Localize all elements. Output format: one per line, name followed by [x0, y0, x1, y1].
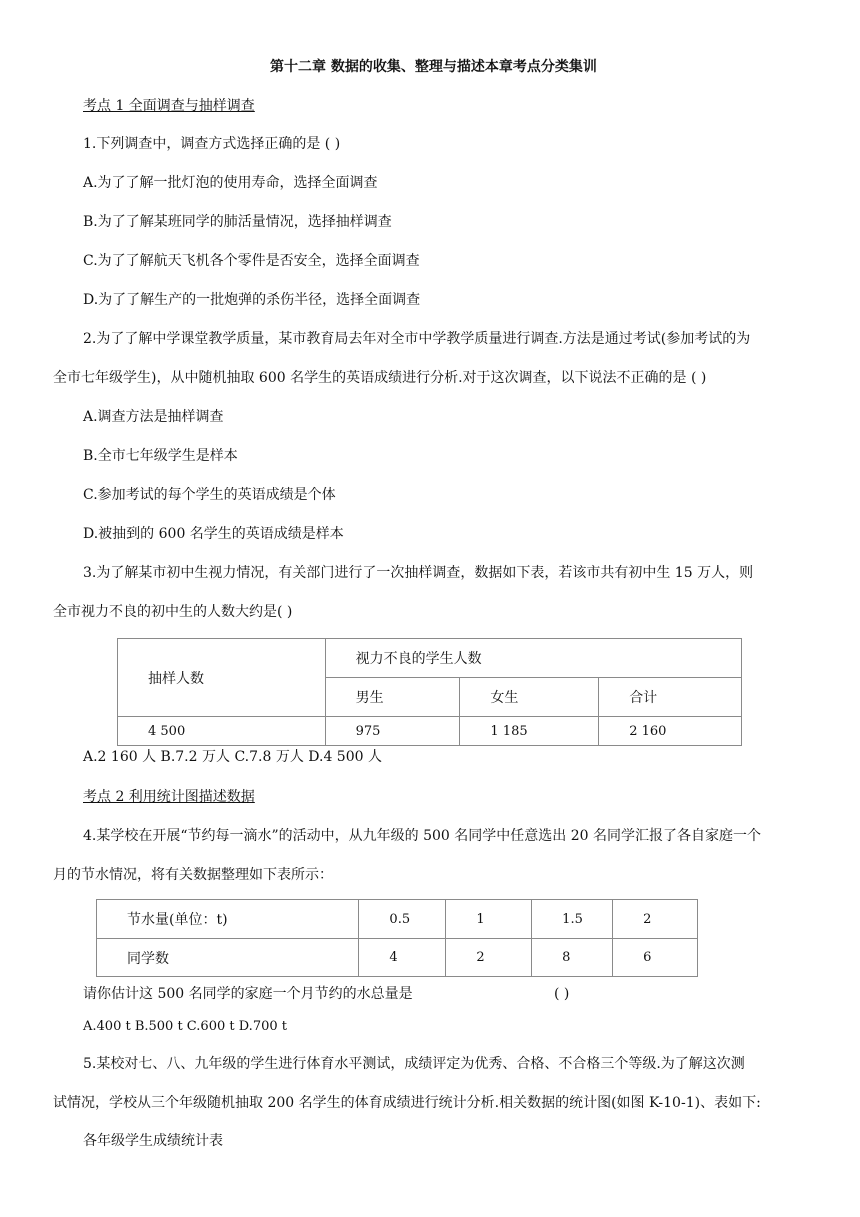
row-header-student-count: 同学数	[97, 939, 359, 977]
cell-water-1: 1	[446, 900, 532, 939]
q3-stem-line2: 全市视力不良的初中生的人数大约是( )	[53, 604, 293, 620]
cell-total: 2 160	[599, 717, 742, 746]
q2-stem-line1: 2.为了了解中学课堂教学质量，某市教育局去年对全市中学教学质量进行调查.方法是通过考试(参加考试的为	[83, 331, 751, 347]
cell-count-3: 6	[613, 939, 698, 977]
q5-stem-line2: 试情况，学校从三个年级随机抽取 200 名学生的体育成绩进行统计分析.相关数据的统计图(如图 K-10-1)、表如下:	[53, 1095, 761, 1111]
page-title: 第十二章 数据的收集、整理与描述本章考点分类集训	[270, 59, 597, 75]
cell-count-1: 2	[446, 939, 532, 977]
q4-options: A.400 t B.500 t C.600 t D.700 t	[83, 1019, 287, 1034]
q4-ask: 请你估计这 500 名同学的家庭一个月节约的水总量是	[83, 986, 413, 1002]
q1-stem: 1.下列调查中，调查方式选择正确的是 ( )	[83, 136, 341, 152]
q2-option-b: B.全市七年级学生是样本	[83, 448, 238, 464]
water-saving-table	[96, 899, 698, 977]
cell-count-2: 8	[532, 939, 613, 977]
q1-option-d: D.为了了解生产的一批炮弹的杀伤半径，选择全面调查	[83, 292, 421, 308]
cell-water-3: 2	[613, 900, 698, 939]
q1-option-b: B.为了了解某班同学的肺活量情况，选择抽样调查	[83, 214, 392, 230]
q3-options: A.2 160 人 B.7.2 万人 C.7.8 万人 D.4 500 人	[83, 749, 382, 765]
cell-sample-count: 4 500	[118, 717, 326, 746]
row-header-water-saved: 节水量(单位：t)	[97, 900, 359, 939]
cell-male: 975	[325, 717, 460, 746]
header-male: 男生	[325, 678, 460, 717]
q1-option-a: A.为了了解一批灯泡的使用寿命，选择全面调查	[83, 175, 378, 191]
cell-water-2: 1.5	[532, 900, 613, 939]
header-poor-vision: 视力不良的学生人数	[325, 639, 741, 678]
header-total: 合计	[599, 678, 742, 717]
header-sample-count: 抽样人数	[118, 639, 326, 717]
vision-survey-table	[117, 638, 742, 746]
section-heading-2: 考点 2 利用统计图描述数据	[83, 789, 255, 805]
q4-stem-line1: 4.某学校在开展“节约每一滴水”的活动中，从九年级的 500 名同学中任意选出 20 名同学汇报了各自家庭一个	[83, 828, 762, 844]
q3-stem-line1: 3.为了解某市初中生视力情况，有关部门进行了一次抽样调查，数据如下表，若该市共有初中生 15 万人，则	[83, 565, 754, 581]
cell-count-0: 4	[359, 939, 446, 977]
q2-stem-line2: 全市七年级学生)，从中随机抽取 600 名学生的英语成绩进行分析.对于这次调查，以下说法不正确的是 ( )	[53, 370, 707, 386]
q5-stem-line1: 5.某校对七、八、九年级的学生进行体育水平测试，成绩评定为优秀、合格、不合格三个等级.为了解这次测	[83, 1056, 745, 1072]
q1-option-c: C.为了了解航天飞机各个零件是否安全，选择全面调查	[83, 253, 420, 269]
q2-option-a: A.调查方法是抽样调查	[83, 409, 224, 425]
table-caption: 各年级学生成绩统计表	[83, 1133, 223, 1149]
q4-stem-line2: 月的节水情况，将有关数据整理如下表所示：	[53, 867, 333, 883]
cell-water-0: 0.5	[359, 900, 446, 939]
section-heading-1: 考点 1 全面调查与抽样调查	[83, 98, 255, 114]
q2-option-c: C.参加考试的每个学生的英语成绩是个体	[83, 487, 336, 503]
cell-female: 1 185	[460, 717, 599, 746]
q2-option-d: D.被抽到的 600 名学生的英语成绩是样本	[83, 526, 344, 542]
q4-answer-paren: ( )	[554, 986, 570, 1002]
header-female: 女生	[460, 678, 599, 717]
